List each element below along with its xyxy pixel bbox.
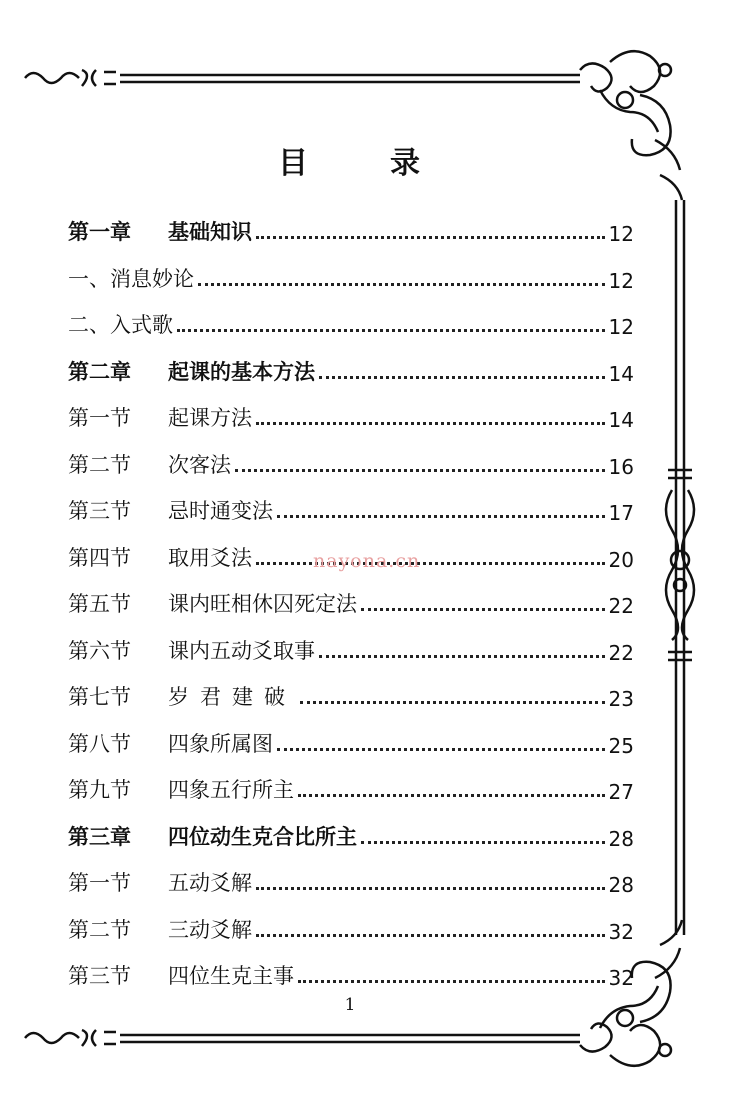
toc-entry[interactable] <box>68 259 634 293</box>
toc-entry-title: 岁君建破 <box>168 685 296 709</box>
toc-entry-page: 27 <box>608 780 634 804</box>
toc-entry-number: 第七节 <box>68 685 131 709</box>
title-char-2: 录 <box>390 146 422 181</box>
toc-entry-title: 次客法 <box>168 452 231 477</box>
toc-entry-title: 起课的基本方法 <box>168 358 315 384</box>
toc-entry-number: 第三节 <box>68 964 131 988</box>
toc-entry-label <box>68 402 252 432</box>
toc-entry-title: 四象所属图 <box>168 731 273 756</box>
dot-leader <box>298 979 605 983</box>
toc-entry[interactable] <box>68 956 634 990</box>
dot-leader <box>319 654 605 658</box>
toc-entry-page: 23 <box>608 687 634 711</box>
dot-leader <box>277 747 605 751</box>
toc-entry-label <box>68 216 252 246</box>
toc-entry[interactable] <box>68 677 634 711</box>
toc-entry[interactable] <box>68 212 634 246</box>
dot-leader <box>319 375 605 379</box>
toc-entry-page: 14 <box>608 408 634 432</box>
toc-entry[interactable] <box>68 724 634 758</box>
toc-entry-page: 17 <box>608 501 634 525</box>
dot-leader <box>300 700 605 704</box>
toc-entry-page: 16 <box>608 454 634 479</box>
toc-entry-title: 起课方法 <box>168 406 252 430</box>
toc-entry[interactable] <box>68 491 634 525</box>
toc-entry-number: 第三节 <box>68 499 131 523</box>
dot-leader <box>256 886 605 890</box>
toc-entry-number: 第六节 <box>68 638 131 663</box>
title-char-1: 目 <box>278 146 310 181</box>
toc-entry-number: 第一节 <box>68 406 131 430</box>
toc-entry[interactable] <box>68 305 634 339</box>
dot-leader <box>361 607 605 611</box>
toc-entry[interactable] <box>68 398 634 432</box>
toc-entry-label <box>68 263 194 293</box>
toc-entry-page: 22 <box>608 640 634 665</box>
toc-entry-label <box>68 449 231 479</box>
toc-entry-title: 四象五行所主 <box>168 778 294 802</box>
dot-leader <box>277 514 605 518</box>
toc-entry-label <box>68 960 294 990</box>
toc-entry-page: 12 <box>608 315 634 339</box>
toc-entry-number: 第五节 <box>68 592 131 616</box>
toc-entry-label <box>68 495 273 525</box>
toc-entry-title: 课内旺相休囚死定法 <box>168 592 357 616</box>
toc-entry-title: 四位生克主事 <box>168 964 294 988</box>
toc-entry-title: 取用爻法 <box>168 545 252 570</box>
toc-entry-number: 第二章 <box>68 358 131 384</box>
dot-leader <box>298 793 605 797</box>
toc-entry[interactable] <box>68 631 634 665</box>
dot-leader <box>256 235 605 239</box>
toc-entry-number: 第二节 <box>68 452 131 477</box>
toc-entry-label <box>68 309 173 339</box>
toc-entry-title: 忌时通变法 <box>168 499 273 523</box>
toc-entry-page: 22 <box>608 594 634 618</box>
toc-entry[interactable] <box>68 352 634 386</box>
toc-entry-label <box>68 681 296 711</box>
toc-entry-label <box>68 774 294 804</box>
toc-entry[interactable] <box>68 584 634 618</box>
toc-entry-page: 32 <box>608 919 634 944</box>
toc-entry[interactable] <box>68 910 634 944</box>
toc-entry-page: 28 <box>608 826 634 851</box>
toc-entry-label <box>68 588 357 618</box>
toc-entry-page: 12 <box>608 268 634 293</box>
toc-entry-number: 第三章 <box>68 823 131 849</box>
toc-entry-page: 28 <box>608 873 634 897</box>
toc-entry-label <box>68 914 252 944</box>
toc-entry-page: 14 <box>608 361 634 386</box>
toc-entry-number: 第九节 <box>68 778 131 802</box>
toc-entry-label <box>68 356 315 386</box>
toc-entry-number: 第四节 <box>68 545 131 570</box>
dot-leader <box>361 840 605 844</box>
toc-entry-page: 20 <box>608 547 634 572</box>
toc-entry-page: 12 <box>608 222 634 246</box>
dot-leader <box>256 421 605 425</box>
toc-entry[interactable] <box>68 445 634 479</box>
dot-leader <box>235 468 605 472</box>
page-title <box>0 138 700 182</box>
toc-entry[interactable] <box>68 770 634 804</box>
toc-entry-title: 二、入式歌 <box>68 313 173 337</box>
toc-entry-number: 第一章 <box>68 219 131 244</box>
toc-entry-title: 五动爻解 <box>168 871 252 895</box>
toc-entry-label <box>68 728 273 758</box>
toc-entry[interactable] <box>68 817 634 851</box>
dot-leader <box>177 328 605 332</box>
toc-entry-title: 课内五动爻取事 <box>168 638 315 663</box>
toc-entry-page: 32 <box>608 966 634 990</box>
toc-entry-number: 第八节 <box>68 731 131 756</box>
toc-entry-title: 基础知识 <box>168 219 252 244</box>
toc-entry-title: 一、消息妙论 <box>68 266 194 291</box>
toc-entry-title: 四位动生克合比所主 <box>168 823 357 849</box>
dot-leader <box>256 933 605 937</box>
toc-entry-title: 三动爻解 <box>168 917 252 942</box>
dot-leader <box>198 282 605 286</box>
toc-entry-label <box>68 821 357 851</box>
toc-entry[interactable] <box>68 863 634 897</box>
watermark: nayona.cn <box>313 550 421 572</box>
page-number: 1 <box>344 995 356 1015</box>
toc-entry-label <box>68 867 252 897</box>
toc-entry-number: 第二节 <box>68 917 131 942</box>
toc-entry-label <box>68 635 315 665</box>
toc-entry-label <box>68 542 252 572</box>
dot-leader <box>256 561 605 565</box>
toc-entry-page: 25 <box>608 733 634 758</box>
toc-entry-number: 第一节 <box>68 871 131 895</box>
